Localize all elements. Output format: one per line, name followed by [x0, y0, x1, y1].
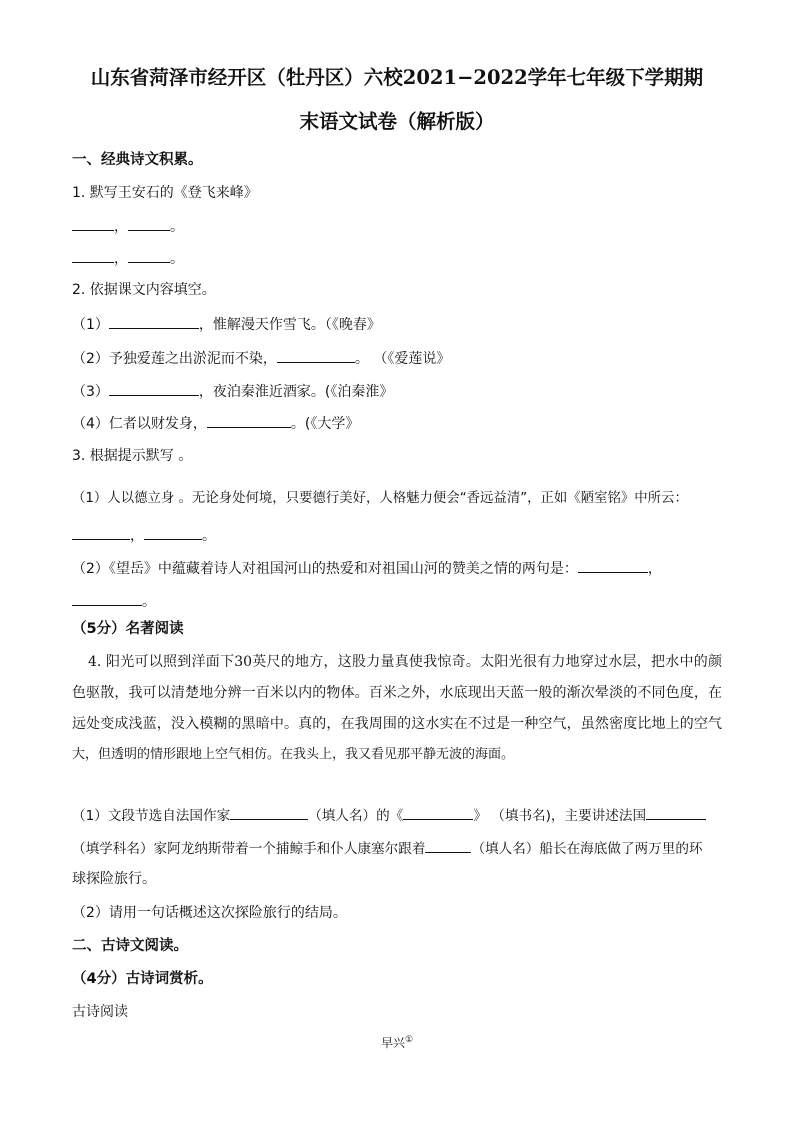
poem-title: 早兴① [380, 1035, 414, 1050]
passage-line-3: 远处变成浅蓝，没入模糊的黑暗中。真的，在我周围的这水实在不过是一种空气，虽然密度比地上的空气 [72, 716, 722, 732]
answer-blank[interactable] [72, 590, 142, 606]
q2-item-1: （1） ，惟解漫天作雪飞。（《晚春》 [72, 313, 381, 335]
answer-blank[interactable] [72, 247, 114, 263]
reading-section-heading: （5分）名著阅读 [72, 621, 184, 637]
reading-q1-line-3: 球探险旅行。 [72, 871, 156, 887]
answer-blank[interactable] [128, 247, 170, 263]
captain-name-blank[interactable] [425, 837, 471, 853]
reading-q2: （2）请用一句话概述这次探险旅行的结局。 [72, 905, 347, 921]
q3-item-1-answer: ， 。 [72, 524, 216, 546]
poem-appreciation-heading: （4分）古诗词赏析。 [72, 971, 213, 987]
answer-blank[interactable] [109, 380, 199, 396]
exam-title-line-2: 末语文试卷（解析版） [299, 110, 495, 133]
answer-blank[interactable] [72, 524, 130, 540]
answer-blank[interactable] [277, 347, 355, 363]
answer-blank[interactable] [109, 313, 199, 329]
exam-title-line-1: 山东省菏泽市经开区（牡丹区）六校2021−2022学年七年级下学期期 [90, 66, 704, 89]
q1-answer-line-1: ， 。 [72, 215, 184, 237]
passage-line-2: 色驱散，我可以清楚地分辨一百米以内的物体。百米之外，水底现出天蓝一般的渐次晕淡的不同色度，在 [72, 685, 722, 701]
passage-line-4: 大，但透明的情形跟地上空气相仿。在我头上，我又看见那平静无波的海面。 [72, 747, 515, 762]
reading-q1-line-2: （填学科名）家阿龙纳斯带着一个捕鲸手和仆人康塞尔跟着 （填人名）船长在海底做了两万里的环 [72, 837, 703, 859]
answer-blank[interactable] [144, 524, 202, 540]
answer-blank[interactable] [128, 215, 170, 231]
q1-answer-line-2: ， 。 [72, 247, 184, 269]
discipline-blank[interactable] [646, 804, 706, 820]
reading-q1-line-1: （1）文段节选自法国作家 （填人名）的《 》 （填书名)，主要讲述法国 [72, 804, 706, 826]
poem-reading-label: 古诗阅读 [72, 1004, 128, 1020]
q3-item-2-answer: 。 [72, 590, 156, 612]
answer-blank[interactable] [578, 557, 648, 573]
book-title-blank[interactable] [403, 804, 473, 820]
answer-blank[interactable] [207, 412, 291, 428]
q3-item-2: （2）《望岳》中蕴藏着诗人对祖国河山的热爱和对祖国山河的赞美之情的两句是： ， [72, 557, 662, 579]
footnote-mark: ① [404, 1035, 414, 1045]
answer-blank[interactable] [72, 215, 114, 231]
q2-item-4: （4）仁者以财发身， 。(《大学》 [72, 412, 359, 434]
q3-stem: 3. 根据提示默写 。 [72, 448, 193, 464]
q3-item-1: （1）人以德立身 。无论身处何境，只要德行美好，人格魅力便会“香远益清”，正如《陋室铭》中所云： [72, 491, 688, 506]
q2-stem: 2. 依据课文内容填空。 [72, 282, 216, 298]
q2-item-3: （3） ，夜泊秦淮近酒家。(《泊秦淮》 [72, 380, 393, 402]
section-2-heading: 二、古诗文阅读。 [72, 938, 188, 954]
q2-item-2: （2）予独爱莲之出淤泥而不染， 。 （《爱莲说》 [72, 347, 450, 369]
passage-line-1: 4. 阳光可以照到洋面下30英尺的地方，这股力量真使我惊奇。太阳光很有力地穿过水层，把水中的颜 [88, 654, 722, 670]
q1-stem: 1. 默写王安石的《登飞来峰》 [72, 185, 258, 201]
author-blank[interactable] [230, 804, 308, 820]
section-1-heading: 一、经典诗文积累。 [72, 152, 203, 168]
